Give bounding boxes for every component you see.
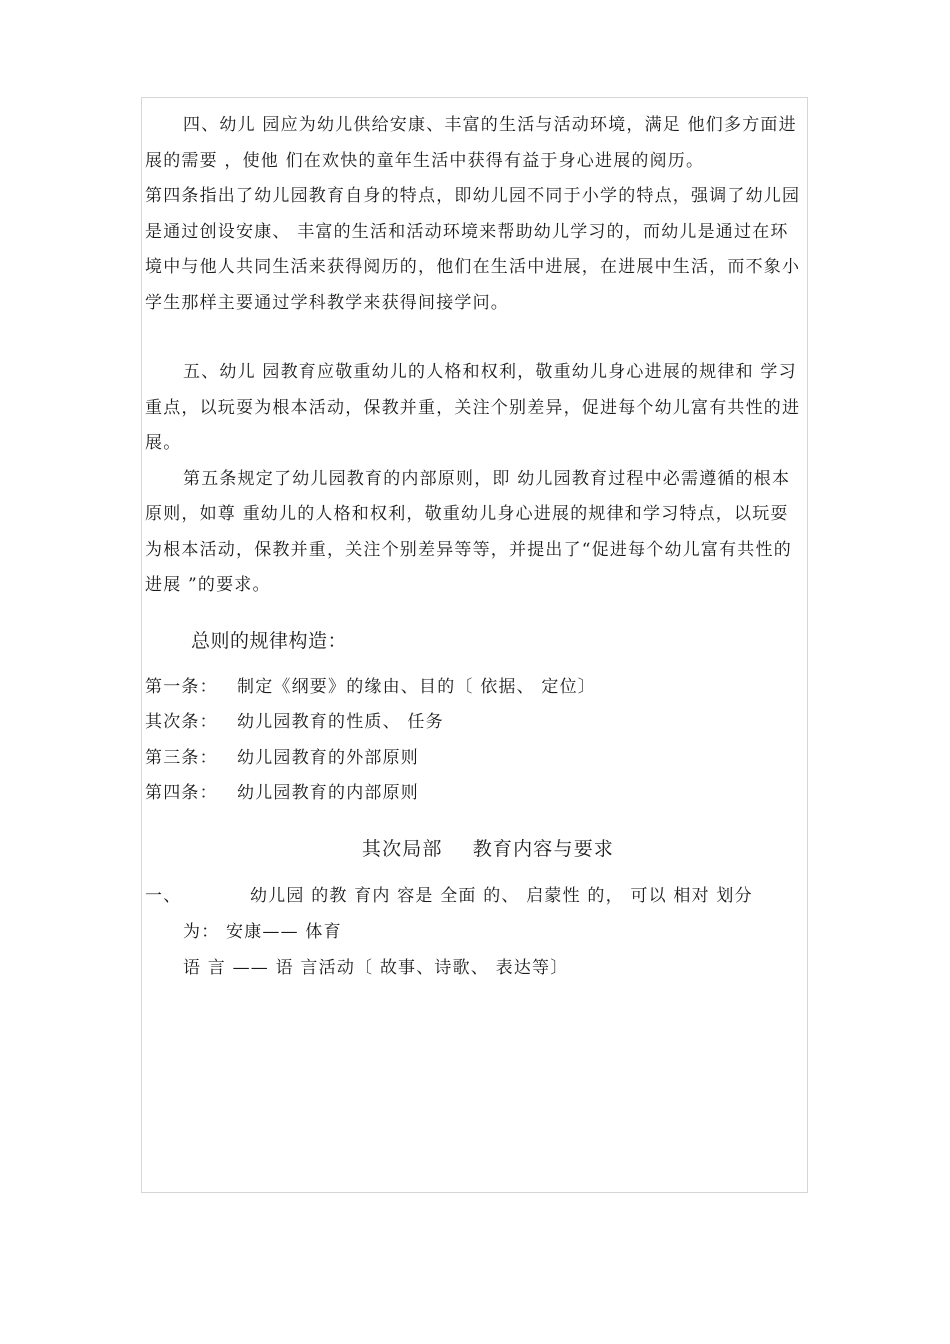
article-text: 制定《纲要》的缘由、目的〔 依据、 定位〕 — [237, 676, 597, 697]
structure-heading: 总则的规律构造： — [191, 629, 348, 652]
paragraph-article-4: 四、幼儿 园应为幼儿供给安康、丰富的生活与活动环境，满足 他们多方面进展的需要 ，使他 们在欢快的童年生活中获得有益于身心进展的阅历。 — [145, 115, 797, 171]
article-text: 幼儿园教育的性质、 任务 — [237, 712, 444, 732]
document-body — [145, 108, 805, 986]
section-title — [145, 832, 805, 866]
article-row-1 — [145, 670, 805, 706]
item-text: 幼儿园 的教 育内 容是 全面 的、 启蒙性 的， 可以 相对 划分 — [250, 885, 753, 906]
article-label: 第一条： — [145, 676, 218, 697]
content-item-1-language: 语 言 —— 语 言活动〔 故事、诗歌、 表达等〕 — [183, 957, 569, 978]
content-item-1 — [145, 878, 805, 914]
paragraph-article-5-commentary: 第五条规定了幼儿园教育的内部原则，即 幼儿园教育过程中必需遵循的根本原则，如尊 重幼儿的人格和权利，敬重幼儿身心进展的规律和学习特点，以玩耍为根本活动，保教并重，关注个别差异等等，并提出了“促进每个幼儿富有共性的进展 ”的要求。 — [145, 468, 792, 595]
item-number: 一、 — [145, 885, 182, 906]
paragraph-article-4-commentary: 第四条指出了幼儿园教育自身的特点，即幼儿园不同于小学的特点，强调了幼儿园是通过创设安康、 丰富的生活和活动环境来帮助幼儿学习的，而幼儿是通过在环境中与他人共同生活来获得阅历的，他们在生活中进展，在进展中生活，而不象小学生那样主要通过学科教学来获得间接学问。 — [145, 186, 801, 313]
section-title-part: 其次局部 — [361, 837, 443, 860]
article-label: 第三条： — [145, 747, 218, 768]
article-row-3 — [145, 741, 805, 777]
content-item-1-continuation: 为： 安康—— 体育 — [183, 921, 342, 942]
article-row-4 — [145, 776, 805, 812]
article-row-2 — [145, 705, 805, 741]
article-text: 幼儿园教育的内部原则 — [237, 783, 419, 803]
paragraph-article-5: 五、幼儿 园教育应敬重幼儿的人格和权利，敬重幼儿身心进展的规律和 学习重点，以玩耍为根本活动，保教并重，关注个别差异，促进每个幼儿富有共性的进展。 — [145, 362, 801, 453]
article-label: 第四条： — [145, 783, 218, 803]
article-label: 其次条： — [145, 712, 218, 732]
section-title-name: 教育内容与要求 — [472, 837, 615, 860]
article-text: 幼儿园教育的外部原则 — [237, 747, 419, 768]
